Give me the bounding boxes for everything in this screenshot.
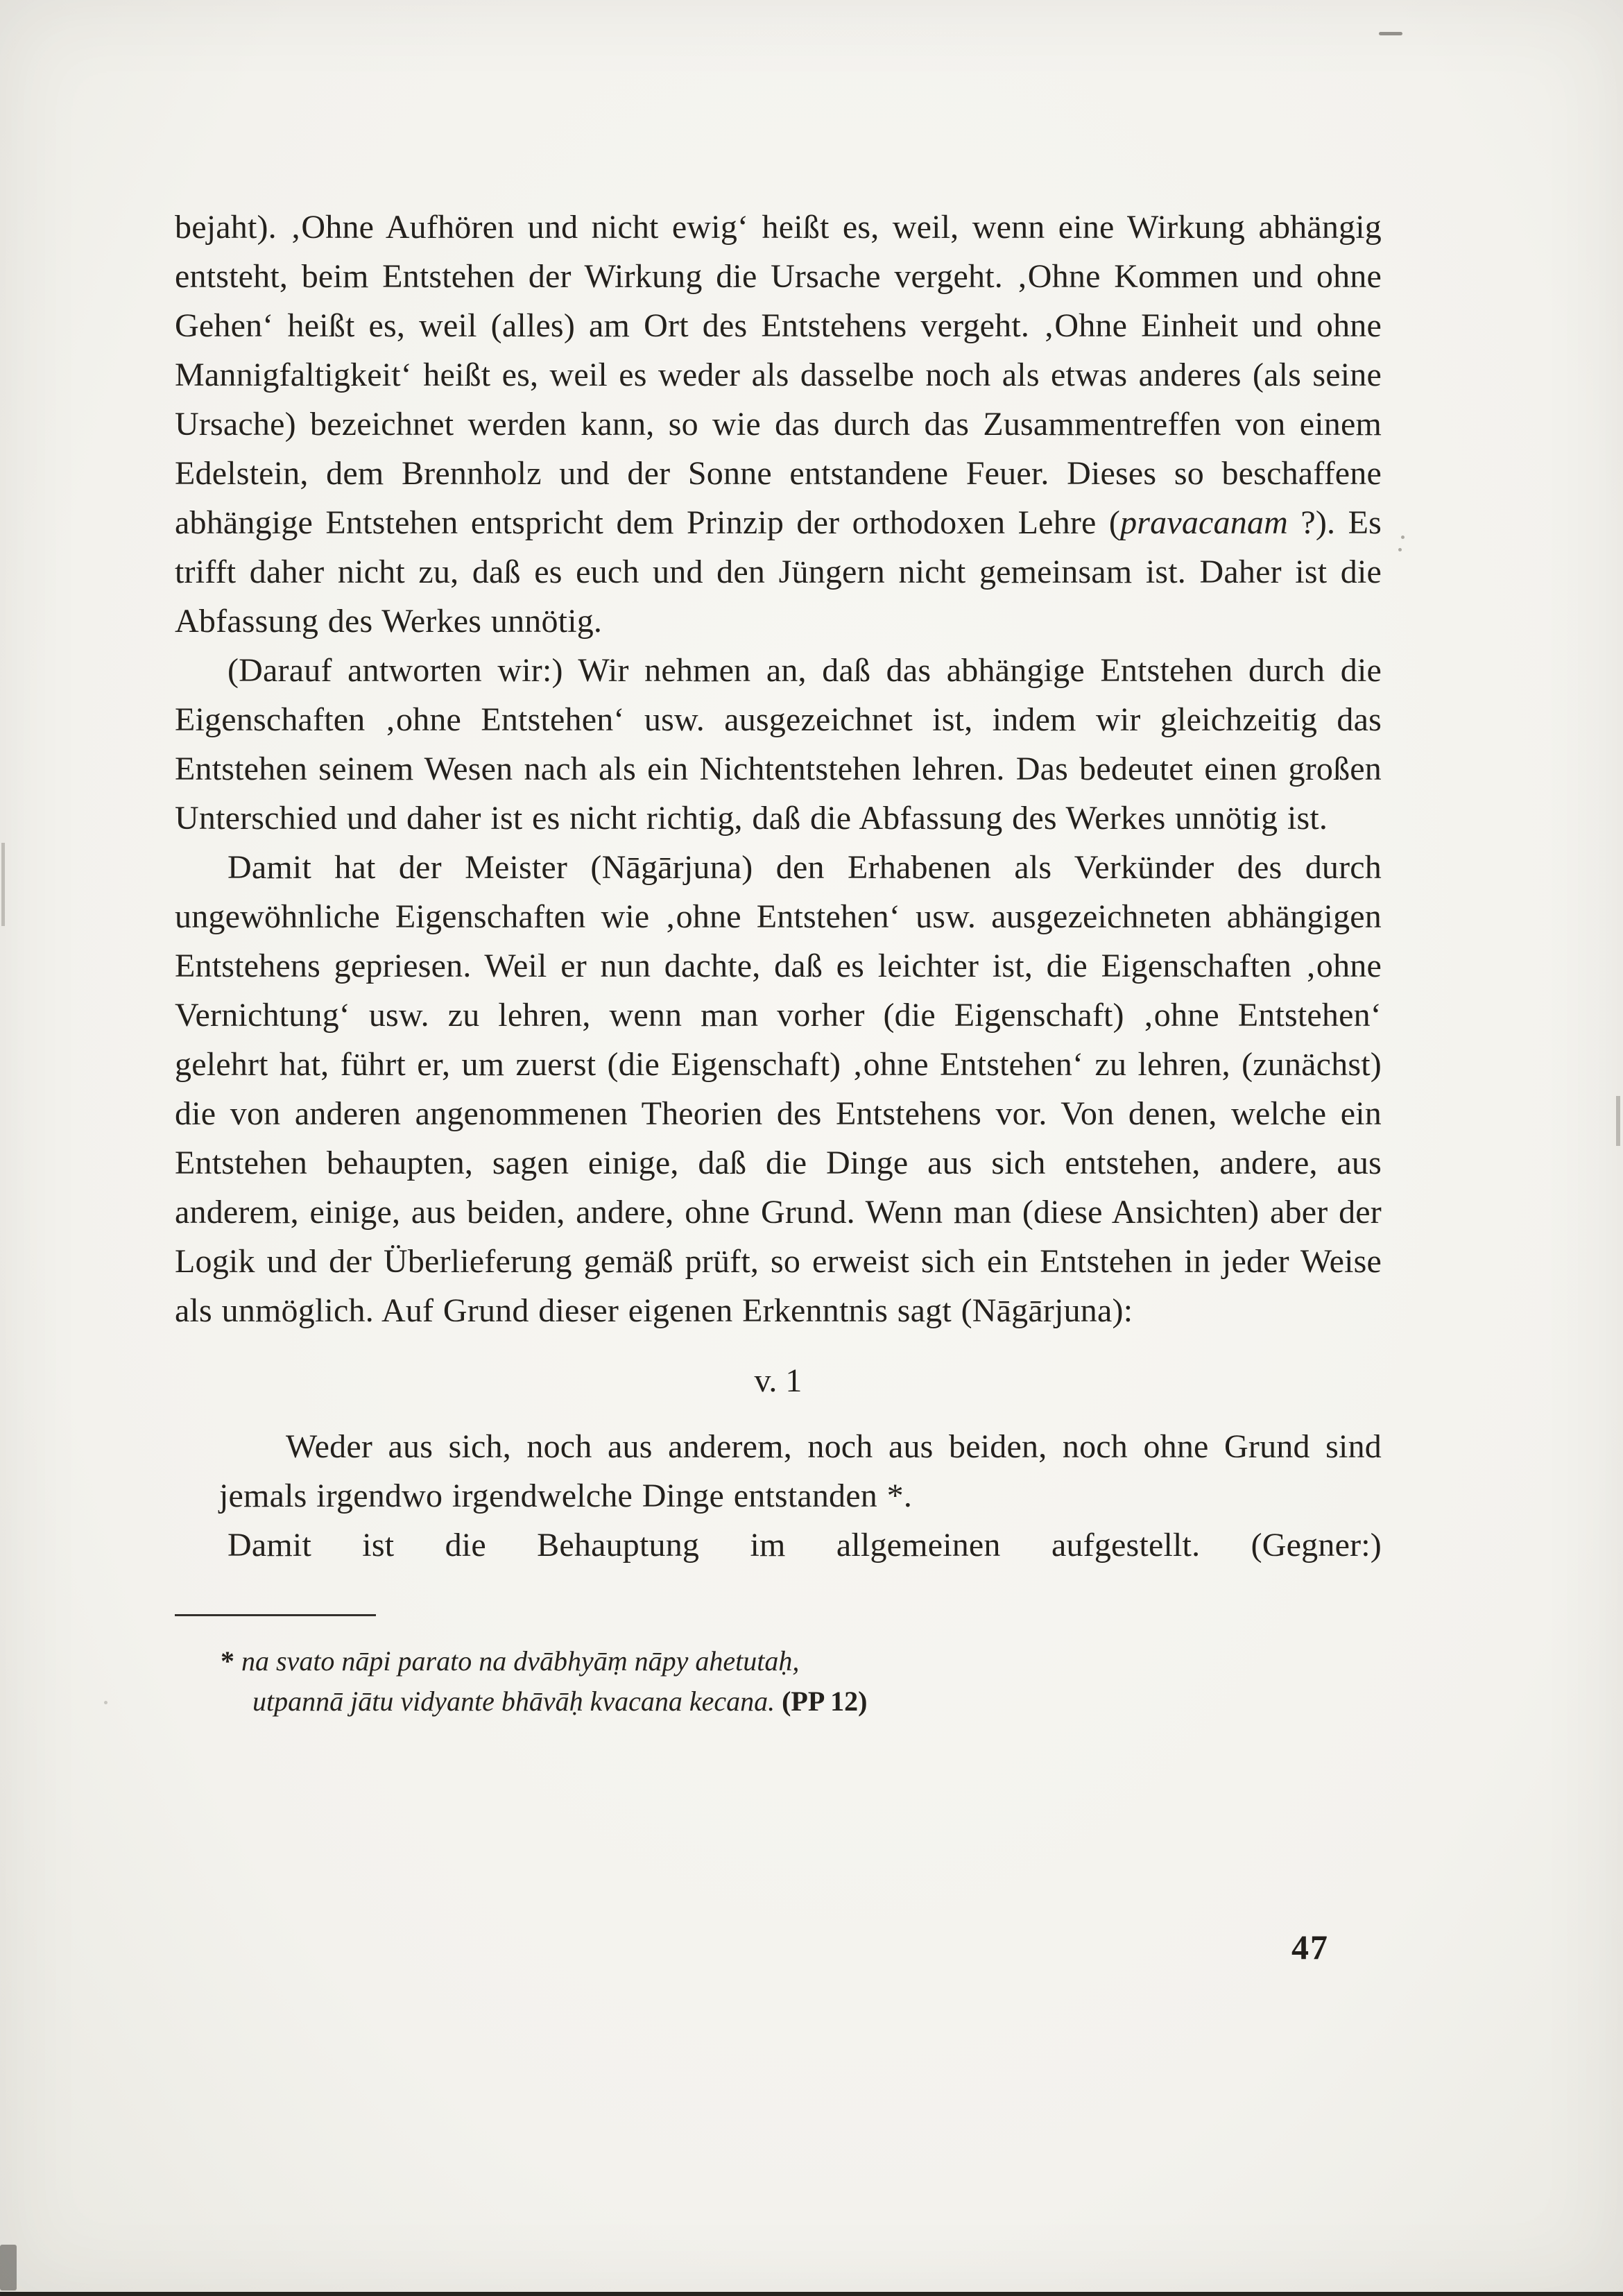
scan-artifact-top-right-dash (1379, 32, 1402, 35)
scan-artifact-left-edge (1, 843, 5, 926)
text-column (175, 203, 1382, 1722)
paragraph-commentary: Damit hat der Meister (Nāgārjuna) den Erhabenen als Verkünder des durch ungewöhnliche Eigenschaften wie ‚ohne Entstehen‘ usw. ausgezeichneten abhängigen Entstehens gepriesen. Weil er nun dachte, daß es leichter ist, die Eigenschaften ‚ohne Vernichtung‘ usw. zu lehren, wenn man vorher (die Eigenschaft) ‚ohne Entstehen‘ gelehrt hat, führt er, um zuerst (die Eigenschaft) ‚ohne Entstehen‘ zu lehren, (zunächst) die von anderen angenommenen Theorien des Entstehens vor. Von denen, welche ein Entstehen behaupten, sagen einige, daß die Dinge aus sich entstehen, andere, aus anderem, einige, aus beiden, andere, ohne Grund. Wenn man (diese Ansichten) aber der Logik und der Überlieferung gemäß prüft, so erweist sich ein Entstehen in jeder Weise als unmöglich. Auf Grund dieser eigenen Erkenntnis sagt (Nāgārjuna): (175, 849, 1382, 1329)
scan-speckle (1398, 548, 1402, 551)
scan-speckle (1401, 536, 1405, 539)
footnote-line-2: utpannā jātu vidyante bhāvāḥ kvacana kecana. (PP 12) (252, 1686, 868, 1717)
paragraph-continuation: bejaht). ‚Ohne Aufhören und nicht ewig‘ heißt es, weil, wenn eine Wirkung abhängig entsteht, beim Entstehen der Wirkung die Ursache vergeht. ‚Ohne Kommen und ohne Gehen‘ heißt es, weil (alles) am Ort des Entstehens vergeht. ‚Ohne Einheit und ohne Mannigfaltigkeit‘ heißt es, weil es weder als dasselbe noch als etwas anderes (als seine Ursache) bezeichnet werden kann, so wie das durch das Zusammentreffen von einem Edelstein, dem Brennholz und der Sonne entstandene Feuer. Dieses so beschaffene abhängige Entstehen entspricht dem Prinzip der orthodoxen Lehre (pravacanam ?). Es trifft daher nicht zu, daß es euch und den Jüngern nicht gemeinsam ist. Daher ist die Abfassung des Werkes unnötig. (175, 209, 1382, 640)
paragraph-reply: (Darauf antworten wir:) Wir nehmen an, daß das abhängige Entstehen durch die Eigenschaften ‚ohne Entstehen‘ usw. ausgezeichnet ist, indem wir gleichzeitig das Entstehen seinem Wesen nach als ein Nichtentstehen lehren. Das bedeutet einen großen Unterschied und daher ist es nicht richtig, daß die Abfassung des Werkes unnötig ist. (175, 652, 1382, 837)
paragraph-statement: Damit ist die Behauptung im allgemeinen aufgestellt. (Gegner:) (227, 1527, 1382, 1563)
scan-speckle (104, 1701, 108, 1704)
footnote-line-1: * na svato nāpi parato na dvābhyāṃ nāpy ahetutaḥ, (221, 1645, 800, 1677)
scan-artifact-bottom-edge (0, 2292, 1623, 2296)
page-number: 47 (1291, 1928, 1329, 1967)
footnote-divider (175, 1614, 376, 1616)
verse-heading: v. 1 (754, 1362, 802, 1399)
verse-text: Weder aus sich, noch aus anderem, noch aus beiden, noch ohne Grund sind jemals irgendwo irgendwelche Dinge entstanden *. (219, 1428, 1382, 1514)
scan-artifact-right-edge (1616, 1096, 1620, 1146)
scan-artifact-bottom-left (0, 2245, 17, 2290)
